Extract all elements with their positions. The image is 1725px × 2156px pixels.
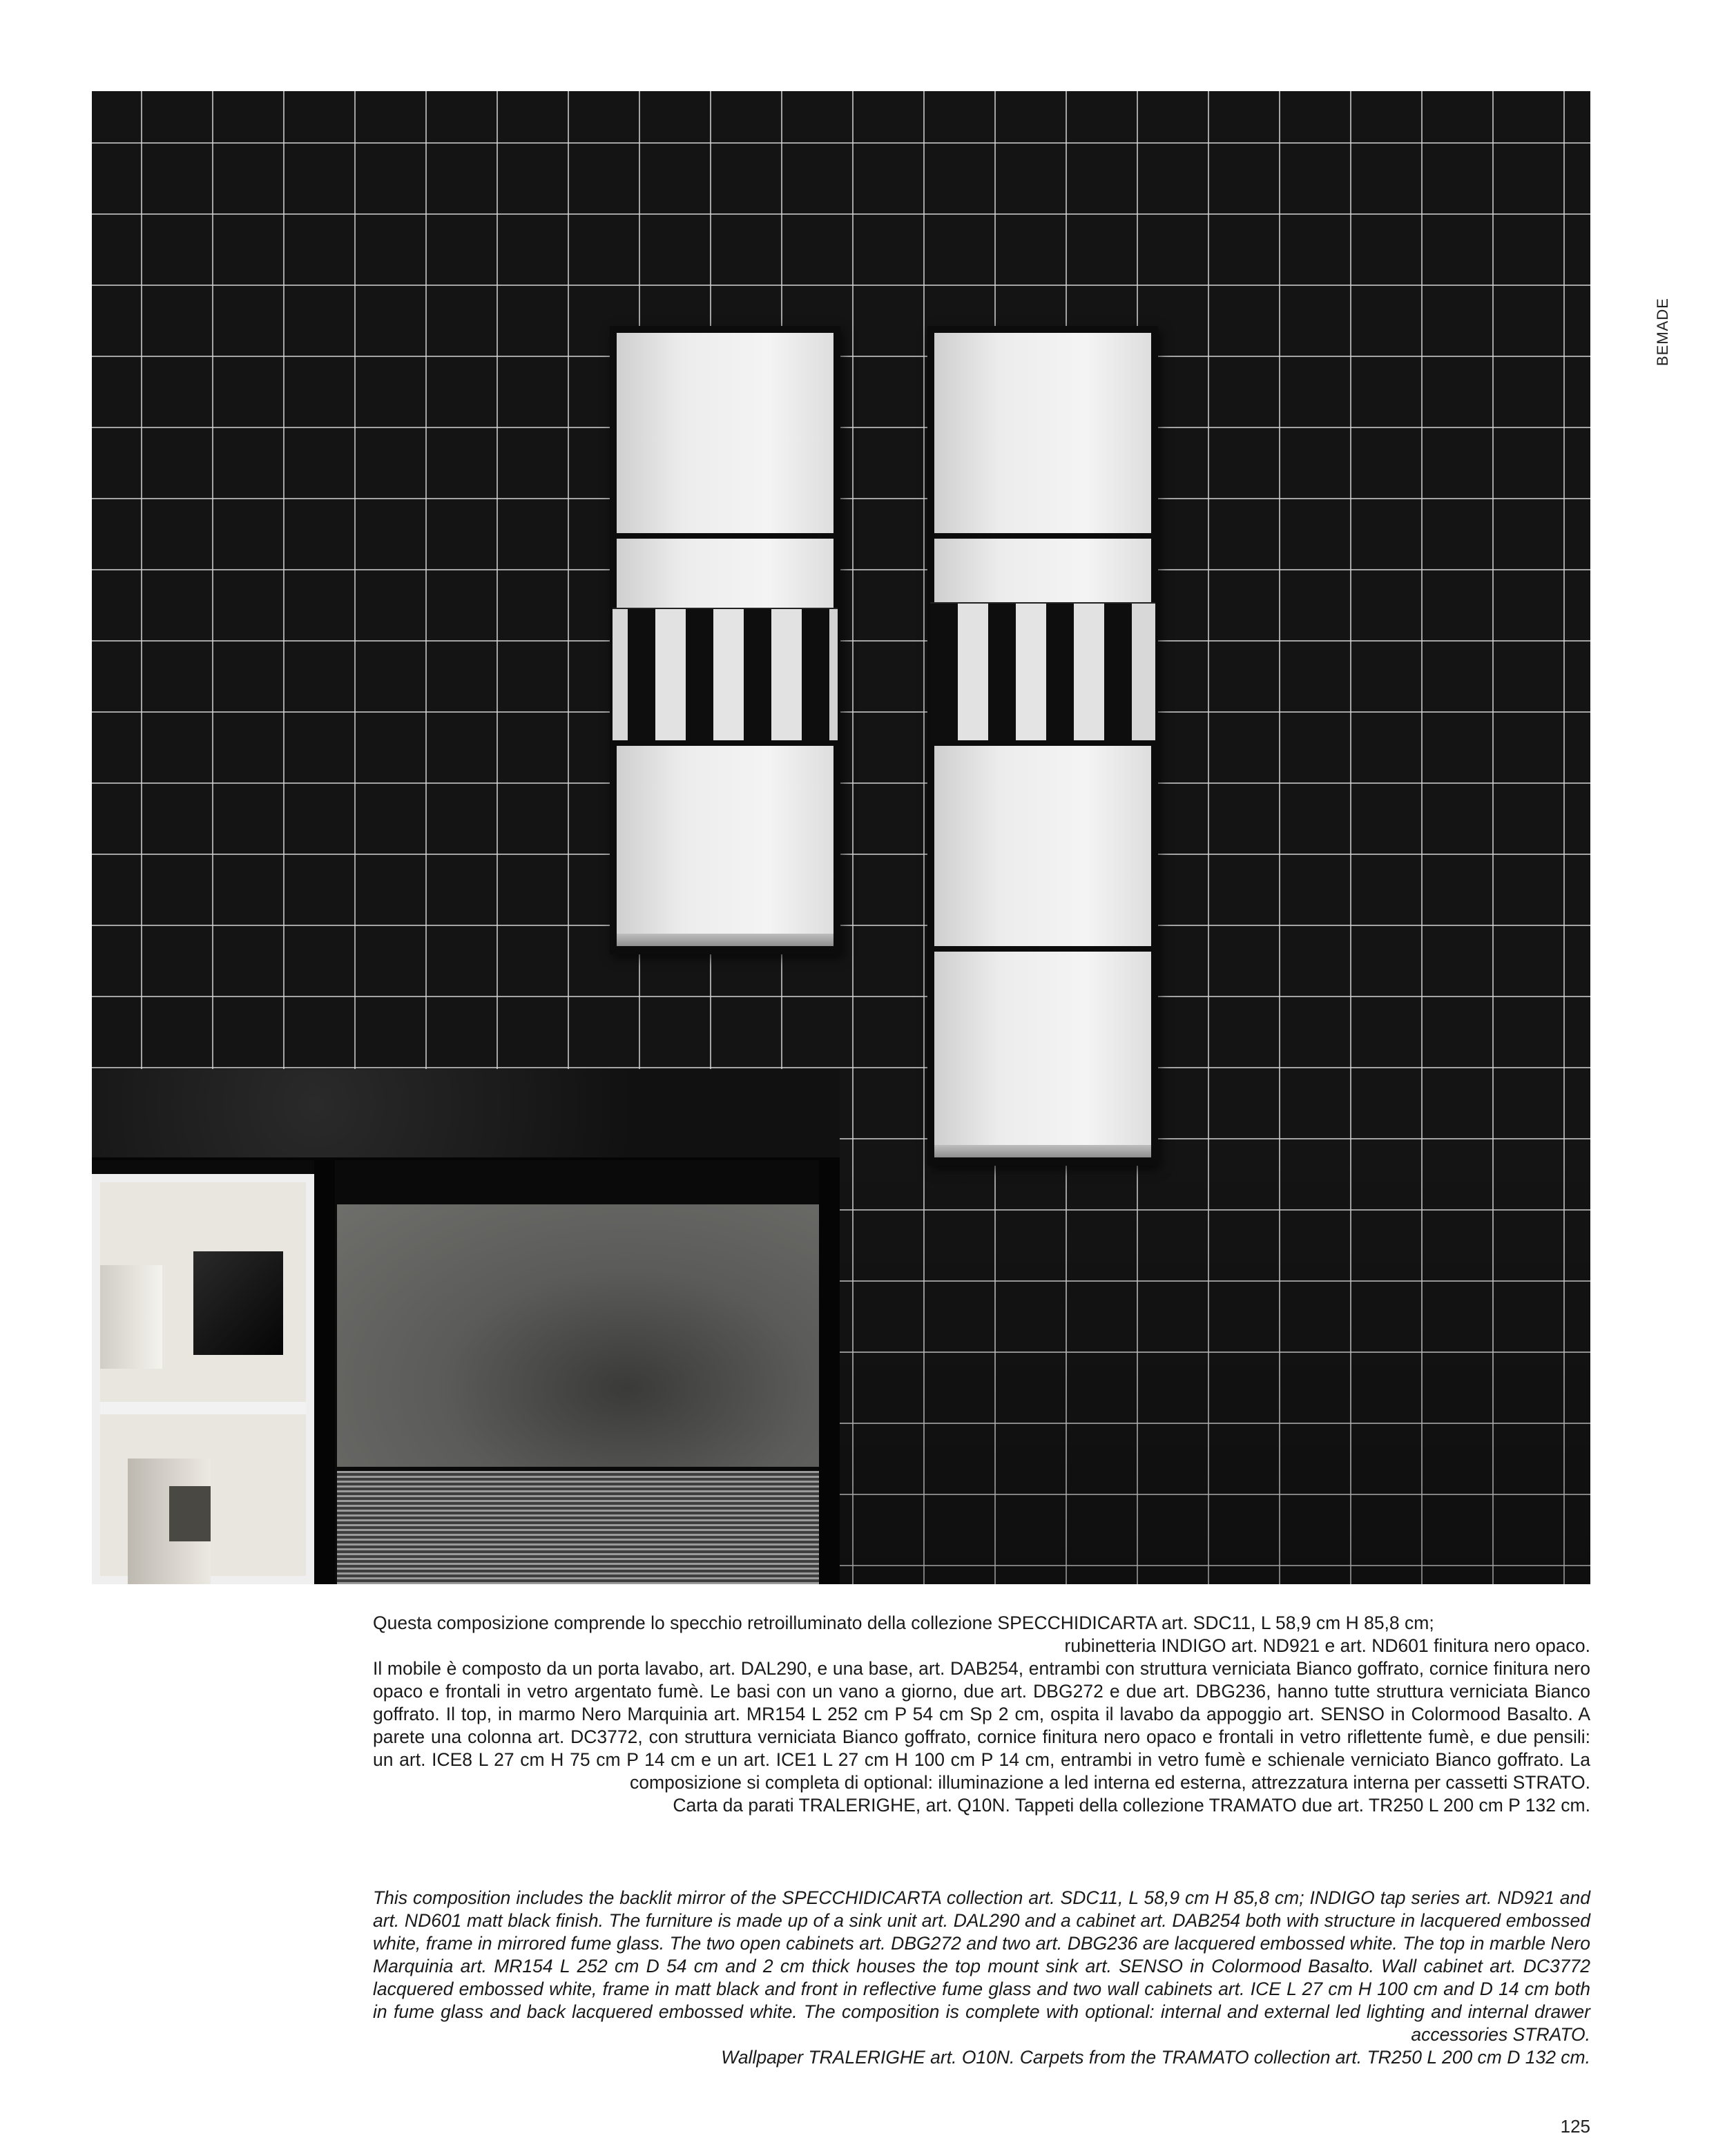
cabinet-compartment xyxy=(934,952,1151,1152)
marble-worktop xyxy=(92,1069,840,1160)
caption-english xyxy=(373,1887,1590,2069)
wall-cabinet-left xyxy=(610,326,840,954)
cabinet-shelf xyxy=(610,740,840,746)
cabinet-compartment xyxy=(934,333,1151,533)
decor-cube-black xyxy=(193,1251,283,1355)
cabinet-shelf xyxy=(610,533,840,539)
cabinet-shelf xyxy=(927,946,1158,952)
fume-glass-door xyxy=(337,1204,819,1467)
brand-name: BEMADE xyxy=(1654,298,1671,366)
decor-block-white xyxy=(100,1265,162,1369)
striped-drawer xyxy=(613,608,838,744)
striped-drawer xyxy=(930,602,1155,744)
caption-en-line: Wallpaper TRALERIGHE art. O10N. Carpets from the TRAMATO collection art. TR250 L 200 cm D 132 cm. xyxy=(721,2047,1590,2068)
cabinet-shelf xyxy=(927,740,1158,746)
wall-cabinet-right xyxy=(927,326,1158,1166)
side-brand-label xyxy=(1654,283,1675,366)
cabinet-shelf xyxy=(927,533,1158,539)
caption-it-line: rubinetteria INDIGO art. ND921 e art. ND601 finitura nero opaco. xyxy=(1064,1635,1590,1656)
cabinet-glass-edge xyxy=(617,934,833,946)
page-number: 125 xyxy=(1560,2116,1590,2137)
caption-it-line: Questa composizione comprende lo specchio retroilluminato della collezione SPECCHIDICARTA art. SDC11, L 58,9 cm H 85,8 cm; xyxy=(373,1613,1434,1633)
vanity-frame-left xyxy=(314,1160,335,1584)
open-base-shelf xyxy=(100,1402,306,1414)
striped-carpet xyxy=(337,1471,819,1584)
cabinet-compartment xyxy=(617,333,833,533)
vanity-frame-right xyxy=(819,1160,840,1584)
caption-it-line: Carta da parati TRALERIGHE, art. Q10N. Tappeti della collezione TRAMATO due art. TR250 L 200 cm P 132 cm. xyxy=(673,1795,1590,1816)
cabinet-compartment xyxy=(617,746,833,939)
caption-italian xyxy=(373,1612,1590,1817)
caption-en-paragraph: This composition includes the backlit mirror of the SPECCHIDICARTA collection art. SDC11, L 58,9 cm H 85,8 cm; INDIGO tap series art. ND921 and art. ND601 matt black finish. The furniture is made up of a sink unit art. DAL290 and a cabinet art. DAB254 both with structure in lacquered embossed white, frame in mirrored fume glass. The two open cabinets art. DBG272 and two art. DBG236 are lacquered embossed white. The top in marble Nero Marquinia art. MR154 L 252 cm D 54 cm and 2 cm thick houses the top mount sink art. SENSO in Colormood Basalto. Wall cabinet art. DC3772 lacquered embossed white, frame in matt black and front in reflective fume glass and two wall cabinets art. ICE L 27 cm H 100 cm and D 14 cm both in fume glass and back lacquered embossed white. The composition is complete with optional: internal and external led lighting and internal drawer accessories STRATO. xyxy=(373,1887,1590,2045)
decor-sculpture-shadow xyxy=(169,1486,211,1541)
caption-it-paragraph: Il mobile è composto da un porta lavabo, art. DAL290, e una base, art. DAB254, entrambi con struttura verniciata Bianco goffrato, cornice finitura nero opaco e frontali in vetro argentato fumè. Le basi con un vano a giorno, due art. DBG272 e due art. DBG236, hanno tutte struttura verniciata Bianco goffrato. Il top, in marmo Nero Marquinia art. MR154 L 252 cm P 54 cm Sp 2 cm, ospita il lavabo da appoggio art. SENSO in Colormood Basalto. A parete una colonna art. DC3772, con struttura verniciata Bianco goffrato, cornice finitura nero opaco e frontali in vetro riflettente fumè, e due pensili: un art. ICE8 L 27 cm H 75 cm P 14 cm e un art. ICE1 L 27 cm H 100 cm P 14 cm, entrambi in vetro fumè e schienale verniciato Bianco goffrato. La composizione si completa di optional: illuminazione a led interna ed esterna, attrezzatura interna per cassetti STRATO. xyxy=(373,1658,1590,1793)
cabinet-compartment xyxy=(934,746,1151,946)
product-photo xyxy=(92,91,1590,1584)
open-base-unit xyxy=(92,1174,314,1584)
cabinet-glass-edge xyxy=(934,1145,1151,1157)
